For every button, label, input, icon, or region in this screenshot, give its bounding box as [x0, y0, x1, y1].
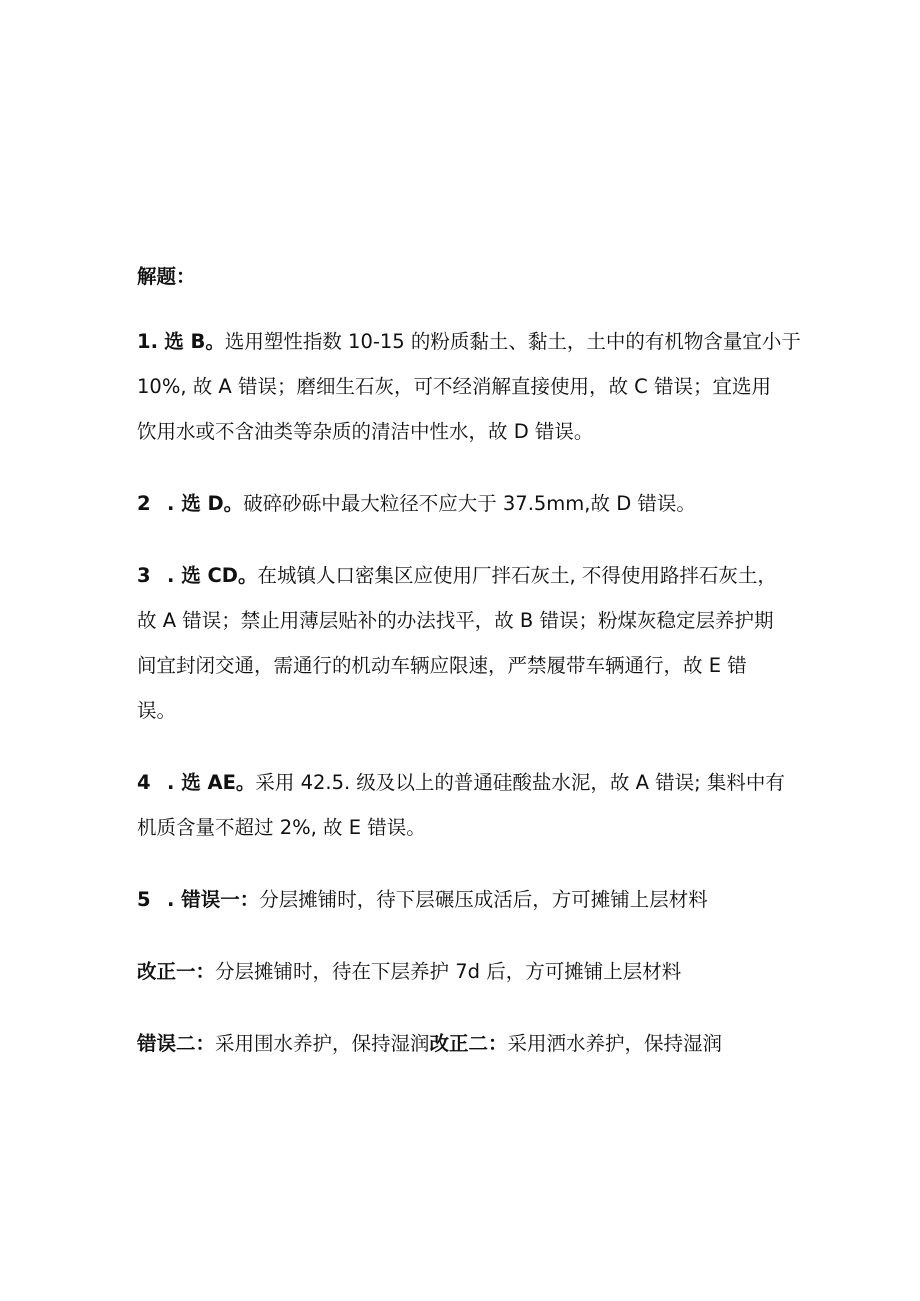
correction-1-label: 改正一： — [137, 960, 216, 983]
answer-2-choice: . 选 D。 — [167, 492, 244, 515]
correction-1-text: 分层摊铺时，待在下层养护 7d 后，方可摊铺上层材料 — [215, 960, 682, 983]
answer-1-text-1: 选用塑性指数 10-15 的粉质黏土、黏土，土中的有机物含量宜小于 — [224, 330, 801, 353]
answer-3-line-2: 故 A 错误；禁止用薄层贴补的办法找平，故 B 错误；粉煤灰稳定层养护期 — [137, 609, 774, 632]
answer-1-choice: 选 B。 — [164, 330, 225, 353]
answer-3-number: 3 — [137, 564, 151, 587]
answer-4-line-2: 机质含量不超过 2%, 故 E 错误。 — [137, 816, 426, 839]
section-heading: 解题： — [137, 265, 196, 288]
answer-3-line-1 — [137, 553, 797, 598]
answer-4-number: 4 — [137, 771, 151, 794]
answer-2-number: 2 — [137, 492, 151, 515]
error-2-and-correction-2 — [137, 1021, 797, 1066]
answer-4-line-1 — [137, 760, 797, 805]
correction-2-text: 采用洒水养护，保持湿润 — [507, 1032, 723, 1055]
error-1-text: 分层摊铺时，待下层碾压成活后，方可摊铺上层材料 — [259, 888, 708, 911]
answer-1-line-3: 饮用水或不含油类等杂质的清洁中性水，故 D 错误。 — [137, 420, 594, 443]
answer-3-text-1: 在城镇人口密集区应使用厂拌石灰土, 不得使用路拌石灰土， — [257, 564, 777, 587]
answer-3-choice: . 选 CD。 — [167, 564, 258, 587]
answer-5-number: 5 — [137, 888, 151, 911]
answer-2 — [137, 481, 797, 526]
answer-4-text-1: 采用 42.5. 级及以上的普通硅酸盐水泥，故 A 错误; 集料中有 — [255, 771, 785, 794]
error-2-text: 采用围水养护，保持湿润 — [215, 1032, 430, 1055]
answer-1-line-2: 10%, 故 A 错误；磨细生石灰，可不经消解直接使用，故 C 错误；宜选用 — [137, 375, 771, 398]
answer-4-choice: . 选 AE。 — [167, 771, 256, 794]
error-2-label: 错误二： — [137, 1032, 216, 1055]
answer-3-line-3: 间宜封闭交通，需通行的机动车辆应限速，严禁履带车辆通行，故 E 错 — [137, 654, 747, 677]
answer-1-line-1 — [137, 319, 801, 364]
answer-1 — [137, 319, 801, 454]
answer-3 — [137, 553, 797, 733]
answer-4 — [137, 760, 797, 850]
correction-2-label: 改正二： — [429, 1032, 508, 1055]
answer-1-number: 1. — [137, 330, 158, 353]
answer-3-line-4: 误。 — [137, 699, 177, 722]
document-content — [137, 262, 801, 1093]
answer-5-error-1 — [137, 877, 797, 922]
correction-1 — [137, 949, 797, 994]
error-1-label: . 错误一： — [167, 888, 260, 911]
answer-2-text: 破碎砂砾中最大粒径不应大于 37.5mm,故 D 错误。 — [243, 492, 696, 515]
